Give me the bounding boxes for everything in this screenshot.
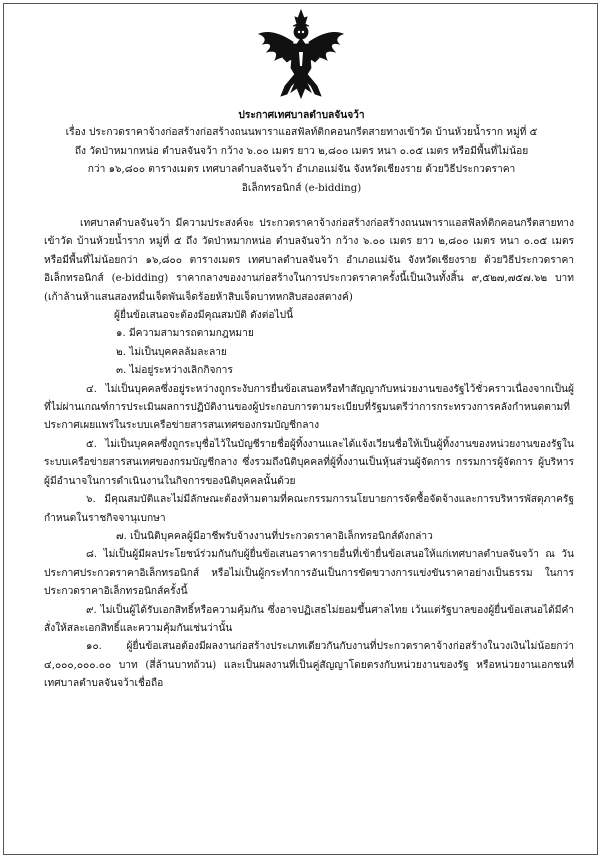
qualifications-heading: ผู้ยื่นข้อเสนอจะต้องมีคุณสมบัติ ดังต่อไปนี้	[114, 310, 294, 322]
subject-line-4: อิเล็กทรอนิกส์ (e-bidding)	[241, 182, 362, 194]
qualification-6: ๖. มีคุณสมบัติและไม่มีลักษณะต้องห้ามตามที่คณะกรรมการนโยบายการจัดซื้อจัดจ้างและการบริหารพัสดุภาครัฐกำหนดในราชกิจจานุเบกษา	[44, 494, 574, 524]
subject-line-3: กว่า ๑๖,๘๐๐ ตารางเมตร เทศบาลตำบลจันจว้า อำเภอแม่จัน จังหวัดเชียงราย ด้วยวิธีประกวดราคา	[87, 164, 516, 176]
qualification-9: ๙. ไม่เป็นผู้ได้รับเอกสิทธิ์หรือความคุ้มกัน ซึ่งอาจปฏิเสธไม่ยอมขึ้นศาลไทย เว้นแต่รัฐบาลของผู้ยื่นข้อเสนอได้มีคำสั่งให้สละเอกสิทธิ์และความคุ้มกันเช่นว่านั้น	[44, 604, 574, 634]
garuda-emblem-icon	[255, 8, 347, 104]
qualification-10: ๑๐. ผู้ยื่นข้อเสนอต้องมีผลงานก่อสร้างประเภทเดียวกันกับงานที่ประกวดราคาจ้างก่อสร้างในวงเงินไม่น้อยกว่า ๔,๐๐๐,๐๐๐.๐๐ บาท (สี่ล้านบาทถ้วน) และเป็นผลงานที่เป็นคู่สัญญาโดยตรงกับหน่วยงานของรัฐ หรือหน่วยงานเอกชนที่เทศบาลตำบลจันจว้าเชื่อถือ	[44, 641, 574, 690]
qualification-8: ๘. ไม่เป็นผู้มีผลประโยชน์ร่วมกันกับผู้ยื่นข้อเสนอราคารายอื่นที่เข้ายื่นข้อเสนอให้แก่เทศบาลตำบลจันจว้า ณ วันประกาศประกวดราคาอิเล็กทรอนิกส์ หรือไม่เป็นผู้กระทำการอันเป็นการขัดขวางการแข่งขันราคาอย่างเป็นธรรม ในการประกวดราคาอิเล็กทรอนิกส์ครั้งนี้	[44, 549, 574, 598]
qualification-7: ๗. เป็นนิติบุคคลผู้มีอาชีพรับจ้างงานที่ประกวดราคาอิเล็กทรอนิกส์ดังกล่าว	[116, 530, 433, 542]
qualification-5: ๕. ไม่เป็นบุคคลซึ่งถูกระบุชื่อไว้ในบัญชีรายชื่อผู้ทิ้งงานและได้แจ้งเวียนชื่อให้เป็นผู้ทิ้งงานของหน่วยงานของรัฐในระบบเครือข่ายสารสนเทศของกรมบัญชีกลาง ซึ่งรวมถึงนิติบุคคลที่ผู้ทิ้งงานเป็นหุ้นส่วนผู้จัดการ กรรมการผู้จัดการ ผู้บริหาร ผู้มีอำนาจในการดำเนินงานในกิจการของนิติบุคคลนั้นด้วย	[44, 438, 574, 487]
subject-line-2: ถึง วัดป่าหมากหน่อ ตำบลจันจว้า กว้าง ๖.๐๐ เมตร ยาว ๒,๘๐๐ เมตร หนา ๐.๐๕ เมตร หรือมีพื้นที่ไม่น้อย	[74, 145, 529, 157]
intro-paragraph: เทศบาลตำบลจันจว้า มีความประสงค์จะ ประกวดราคาจ้างก่อสร้างก่อสร้างถนนพาราแอสฟัลท์ติกคอนกรีตสายทางเข้าวัด บ้านห้วยน้ำราก หมู่ที่ ๕ ถึง วัดป่าหมากหน่อ ตำบลจันจว้า กว้าง ๖.๐๐ เมตร ยาว ๒,๘๐๐ เมตร หนา ๐.๐๕ เมตร หรือมีพื้นที่ไม่น้อยกว่า ๑๖,๘๐๐ ตารางเมตร เทศบาลตำบลจันจว้า อำเภอแม่จัน จังหวัดเชียงราย ด้วยวิธีประกวดราคาอิเล็กทรอนิกส์ (e-bidding) ราคากลางของงานก่อสร้างในการประกวดราคาครั้งนี้เป็นเงินทั้งสิ้น ๙,๕๒๗,๗๕๗.๖๒ บาท (เก้าล้านห้าแสนสองหมื่นเจ็ดพันเจ็ดร้อยห้าสิบเจ็ดบาทหกสิบสองสตางค์)	[44, 218, 574, 303]
garuda-emblem	[255, 8, 347, 104]
subject-line-1: เรื่อง ประกวดราคาจ้างก่อสร้างก่อสร้างถนนพาราแอสฟัลท์ติกคอนกรีตสายทางเข้าวัด บ้านห้วยน้ำราก หมู่ที่ ๕	[65, 127, 538, 139]
announcement-header	[20, 106, 583, 198]
qualification-3: ๓. ไม่อยู่ระหว่างเลิกกิจการ	[116, 365, 233, 377]
announcement-body	[44, 215, 574, 694]
announcement-title: ประกาศเทศบาลตำบลจันจว้า	[238, 109, 365, 121]
qualification-1: ๑. มีความสามารถตามกฎหมาย	[116, 328, 254, 340]
qualification-4: ๔. ไม่เป็นบุคคลซึ่งอยู่ระหว่างถูกระงับการยื่นข้อเสนอหรือทำสัญญากับหน่วยงานของรัฐไว้ชั่วคราวเนื่องจากเป็นผู้ที่ไม่ผ่านเกณฑ์การประเมินผลการปฏิบัติงานของผู้ประกอบการตามระเบียบที่รัฐมนตรีว่าการกระทรวงการคลังกำหนดตามที่ประกาศเผยแพร่ในระบบเครือข่ายสารสนเทศของกรมบัญชีกลาง	[44, 383, 574, 432]
qualification-2: ๒. ไม่เป็นบุคคลล้มละลาย	[116, 346, 227, 358]
